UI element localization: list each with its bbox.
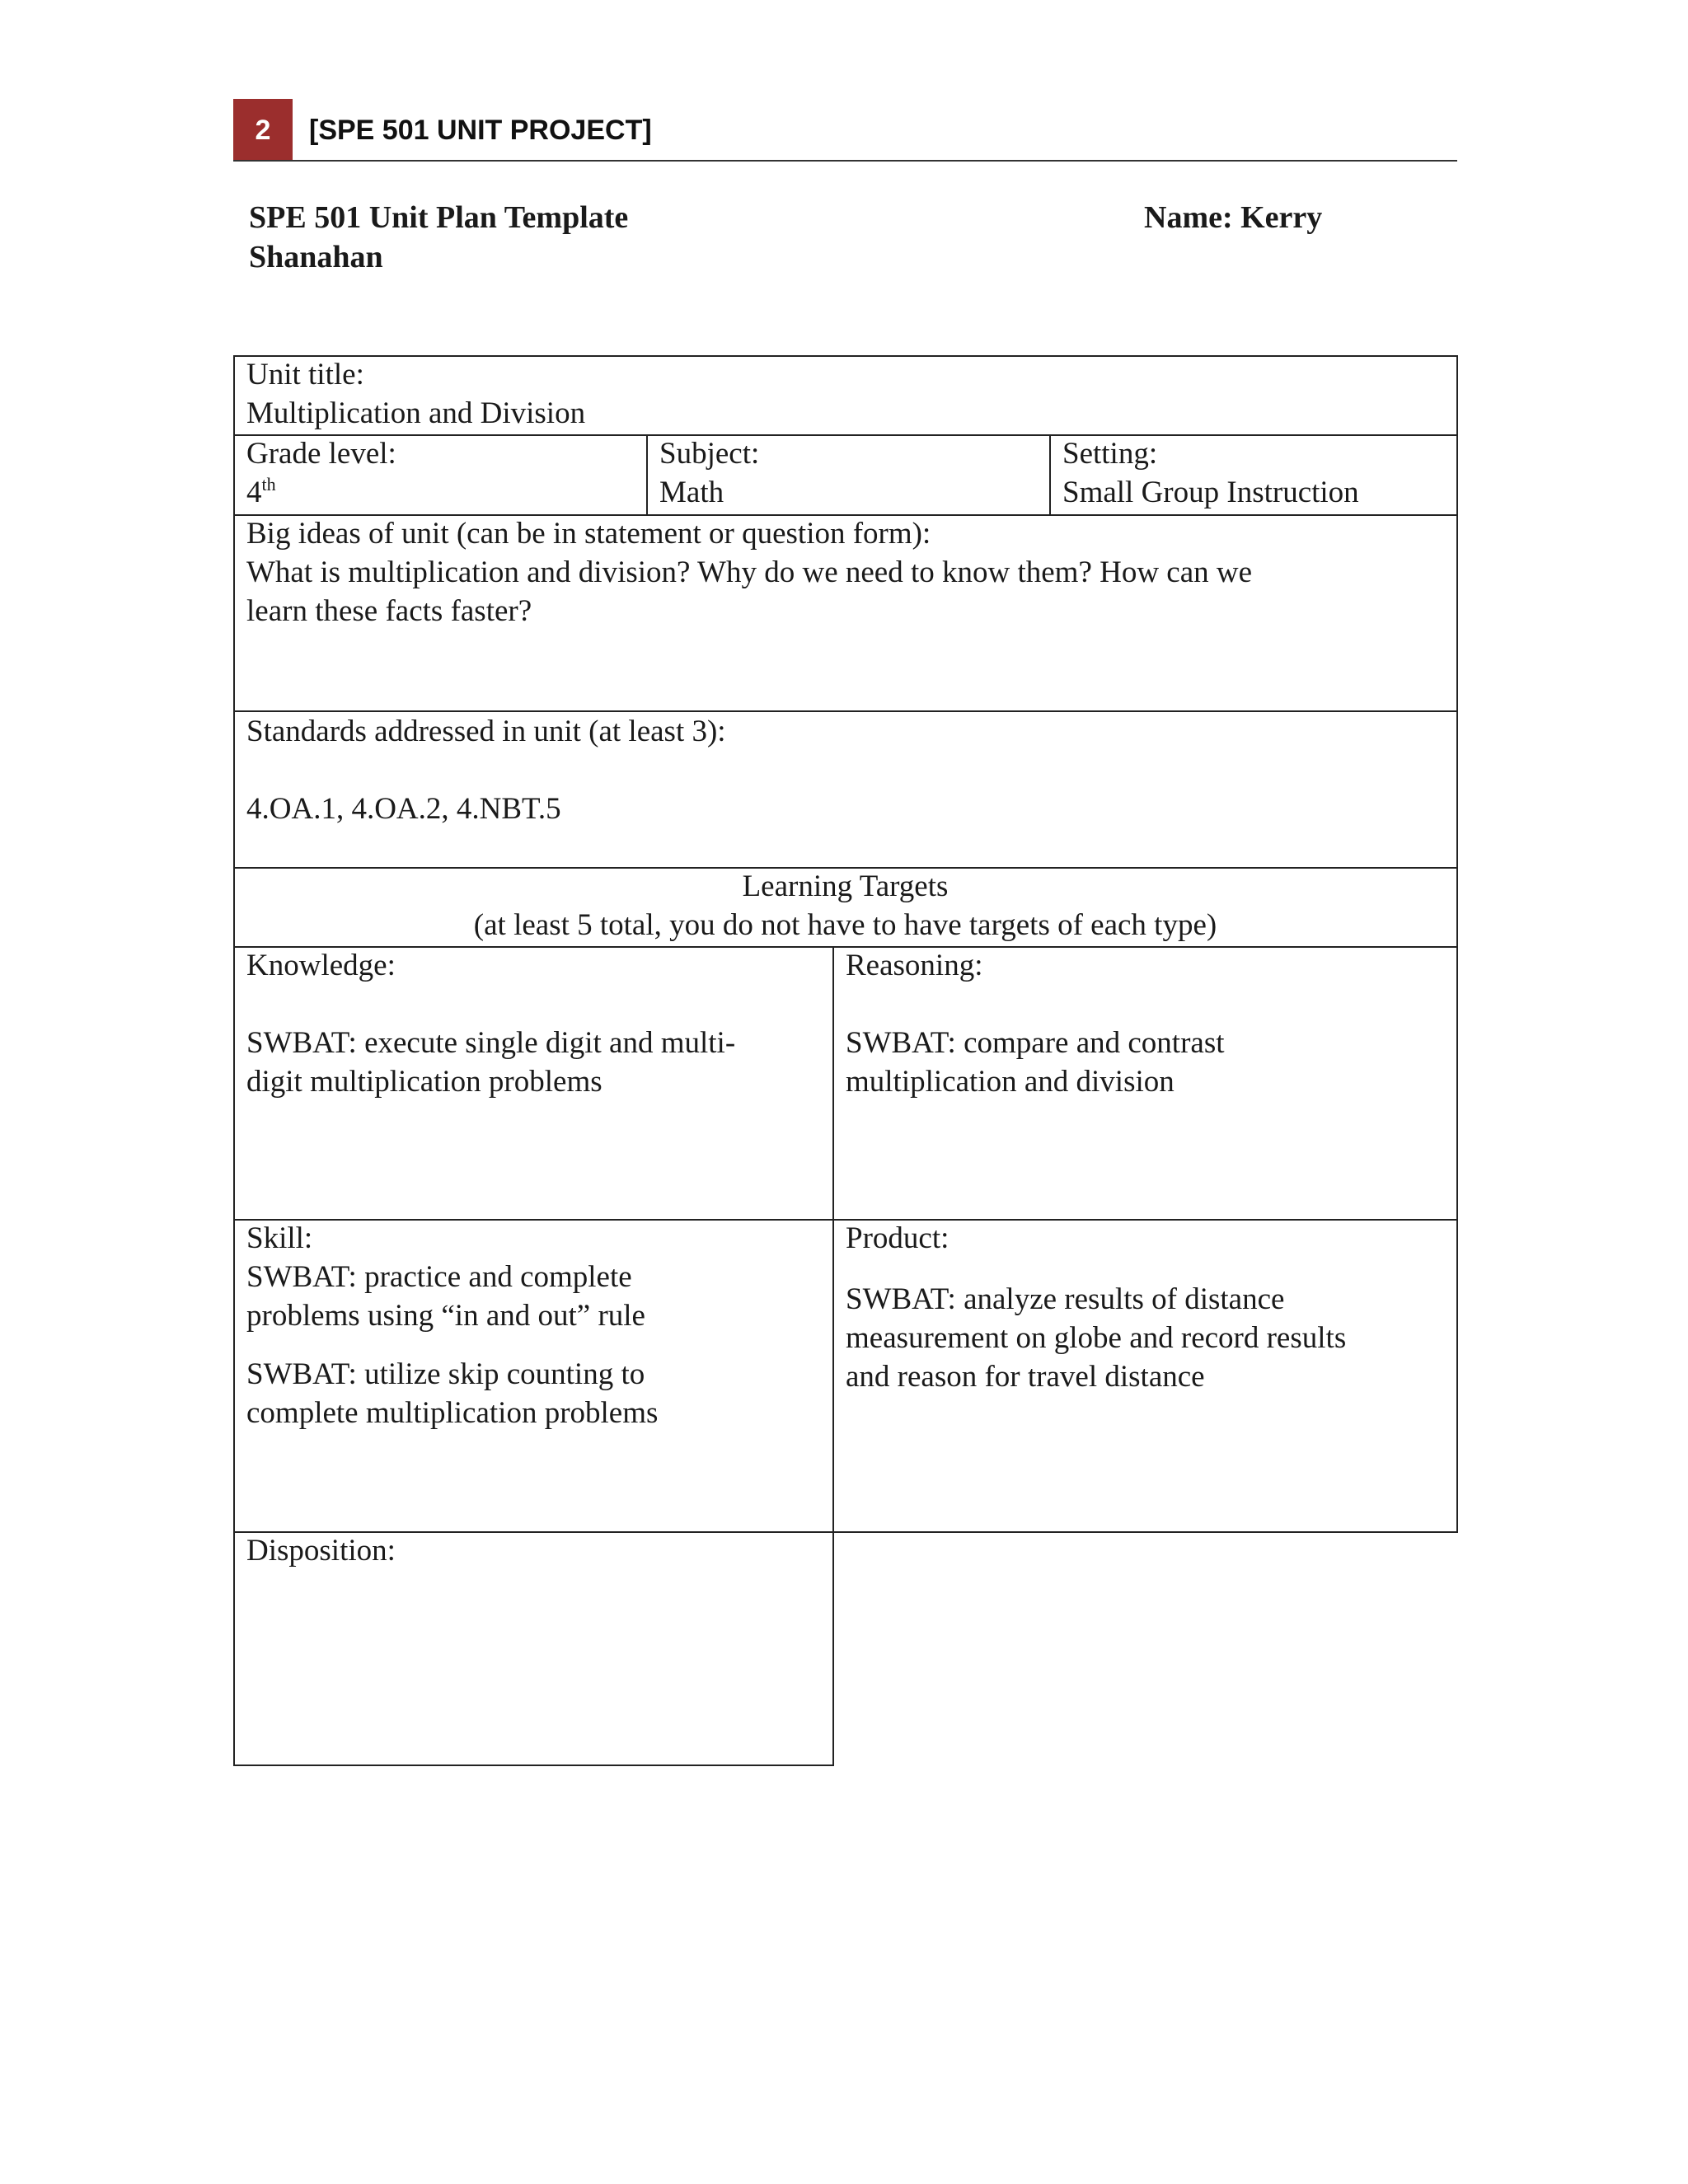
subject-value: Math: [659, 476, 724, 509]
setting-label: Setting:: [1062, 437, 1158, 471]
standards-label: Standards addressed in unit (at least 3):: [246, 715, 726, 748]
grade-level-cell: [233, 434, 647, 515]
subject-cell: [646, 434, 1050, 515]
skill-target2-line1: SWBAT: utilize skip counting to: [246, 1357, 645, 1391]
product-label: Product:: [846, 1221, 950, 1255]
learning-targets-subtitle: (at least 5 total, you do not have to have targets of each type): [473, 908, 1217, 942]
reasoning-cell: [832, 946, 1457, 1220]
skill-target1-line2: problems using “in and out” rule: [246, 1299, 645, 1333]
author-name: Name: Kerry: [1144, 200, 1323, 235]
reasoning-label: Reasoning:: [846, 949, 983, 982]
big-ideas-text-line1: What is multiplication and division? Why do we need to know them? How can we: [246, 555, 1253, 589]
skill-label: Skill:: [246, 1221, 313, 1255]
learning-targets-header: [233, 867, 1457, 947]
grade-level-value: 4th: [246, 474, 276, 509]
learning-targets-title: Learning Targets: [742, 869, 949, 903]
header-title: [SPE 501 UNIT PROJECT]: [309, 114, 652, 146]
product-line1: SWBAT: analyze results of distance: [846, 1282, 1285, 1316]
standards-value: 4.OA.1, 4.OA.2, 4.NBT.5: [246, 792, 561, 826]
product-line2: measurement on globe and record results: [846, 1321, 1347, 1355]
knowledge-line1: SWBAT: execute single digit and multi-: [246, 1026, 736, 1060]
big-ideas-label: Big ideas of unit (can be in statement or question form):: [246, 517, 931, 551]
knowledge-line2: digit multiplication problems: [246, 1065, 603, 1099]
skill-cell: [233, 1219, 833, 1532]
reasoning-line1: SWBAT: compare and contrast: [846, 1026, 1225, 1060]
page-number: 2: [233, 99, 293, 162]
grade-level-suffix: th: [261, 474, 276, 494]
product-line3: and reason for travel distance: [846, 1360, 1205, 1394]
page-header: [233, 99, 1457, 162]
big-ideas-cell: [233, 514, 1457, 710]
unit-title-cell: [233, 355, 1457, 435]
big-ideas-text-line2: learn these facts faster?: [246, 594, 532, 628]
grade-level-label: Grade level:: [246, 437, 396, 471]
skill-target2-line2: complete multiplication problems: [246, 1396, 659, 1430]
skill-target1-line1: SWBAT: practice and complete: [246, 1260, 632, 1294]
disposition-label: Disposition:: [246, 1534, 396, 1568]
template-title: SPE 501 Unit Plan Template: [249, 200, 629, 235]
product-cell: [832, 1219, 1457, 1532]
knowledge-label: Knowledge:: [246, 949, 396, 982]
unit-title-label: Unit title:: [246, 358, 364, 391]
standards-cell: [233, 710, 1457, 867]
subject-label: Subject:: [659, 437, 760, 471]
knowledge-cell: [233, 946, 833, 1220]
setting-cell: [1049, 434, 1457, 515]
header-rule: [233, 160, 1457, 162]
author-surname: Shanahan: [249, 240, 383, 274]
unit-title-value: Multiplication and Division: [246, 396, 586, 430]
reasoning-line2: multiplication and division: [846, 1065, 1175, 1099]
setting-value: Small Group Instruction: [1062, 476, 1359, 509]
disposition-cell: [233, 1531, 833, 1765]
